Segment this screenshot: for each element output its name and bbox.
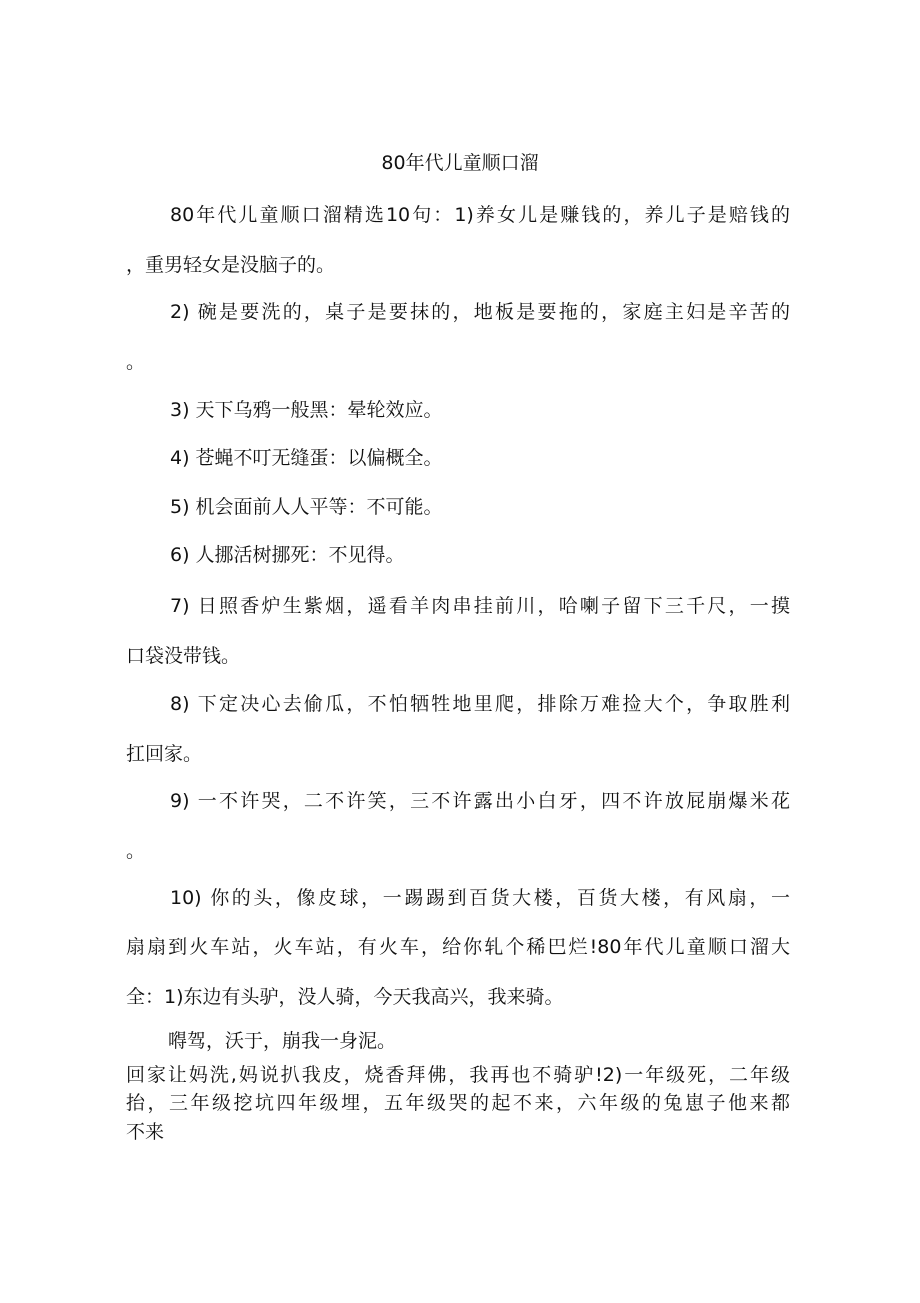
- text-line: 扇扇到火车站，火车站，有火车，给你轧个稀巴烂!80年代儿童顺口溜大: [126, 936, 790, 958]
- text-line: 全：1)东边有头驴，没人骑，今天我高兴，我来骑。: [126, 986, 564, 1008]
- text-line: 7) 日照香炉生紫烟，遥看羊肉串挂前川，哈喇子留下三千尺，一摸: [170, 595, 790, 617]
- text-line: 10) 你的头，像皮球，一踢踢到百货大楼，百货大楼，有风扇，一: [170, 887, 790, 909]
- text-line: 9) 一不许哭，二不许笑，三不许露出小白牙，四不许放屁崩爆米花: [170, 790, 790, 812]
- text-line: 口袋没带钱。: [126, 645, 241, 667]
- text-line: 6) 人挪活树挪死：不见得。: [170, 544, 405, 566]
- text-line: 回家让妈洗,妈说扒我皮，烧香拜佛，我再也不骑驴!2)一年级死，二年级: [126, 1064, 790, 1086]
- text-line: 不来: [126, 1121, 165, 1143]
- text-line: 抬，三年级挖坑四年级埋，五年级哭的起不来，六年级的兔崽子他来都: [126, 1092, 790, 1114]
- text-line: 。: [126, 840, 146, 862]
- text-line: 。: [126, 351, 146, 373]
- text-line: 嘚驾，沃于，崩我一身泥。: [168, 1030, 397, 1052]
- text-line: 3) 天下乌鸦一般黑：晕轮效应。: [170, 399, 443, 421]
- text-line: 80年代儿童顺口溜精选10句：1)养女儿是赚钱的，养儿子是赔钱的: [170, 204, 790, 226]
- text-line: 5) 机会面前人人平等：不可能。: [170, 496, 443, 518]
- text-line: 2) 碗是要洗的，桌子是要抹的，地板是要拖的，家庭主妇是辛苦的: [170, 301, 790, 323]
- text-line: 扛回家。: [126, 743, 203, 765]
- page-title: 80年代儿童顺口溜: [381, 152, 539, 174]
- text-line: 4) 苍蝇不叮无缝蛋：以偏概全。: [170, 447, 443, 469]
- text-line: 8) 下定决心去偷瓜，不怕牺牲地里爬，排除万难捡大个，争取胜利: [170, 693, 790, 715]
- text-line: ，重男轻女是没脑子的。: [126, 254, 336, 276]
